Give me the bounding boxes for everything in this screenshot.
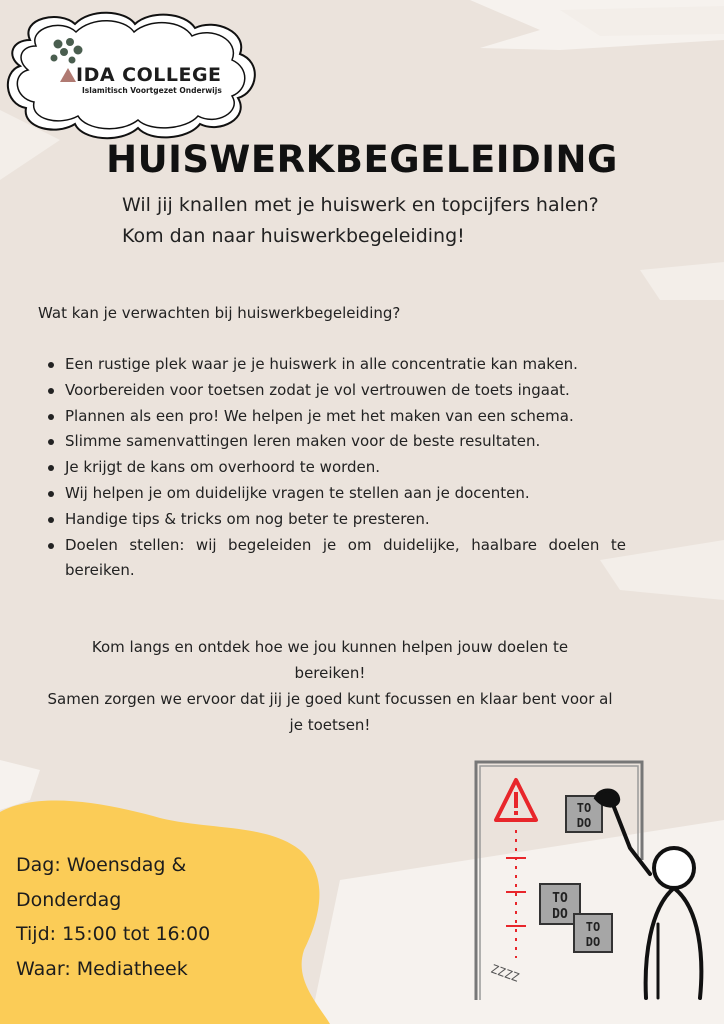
note-label-top: TO (552, 891, 568, 906)
closing-text (30, 634, 630, 738)
schedule-info (16, 848, 210, 986)
list-item: Handige tips & tricks om nog beter te presteren. (46, 507, 626, 533)
note-label-bottom: DO (576, 816, 592, 830)
note-label-bottom: DO (552, 907, 568, 922)
list-item: Je krijgt de kans om overhoord te worden. (46, 455, 626, 481)
note-label-top: TO (585, 920, 601, 934)
todo-note-icon (574, 914, 612, 952)
logo-name: IDA COLLEGE (76, 64, 222, 86)
intro-line-1: Wil jij knallen met je huiswerk en topcijfers halen? (122, 194, 599, 216)
place-line: Waar: Mediatheek (16, 957, 188, 980)
list-item: Wij helpen je om duidelijke vragen te stellen aan je docenten. (46, 481, 626, 507)
closing-line-1: Kom langs en ontdek hoe we jou kunnen helpen jouw doelen te bereiken! (91, 638, 569, 682)
list-item: Een rustige plek waar je je huiswerk in alle concentratie kan maken. (46, 352, 626, 378)
list-item: Doelen stellen: wij begeleiden je om duidelijke, haalbare doelen te bereiken. (46, 533, 626, 585)
list-item: Voorbereiden voor toetsen zodat je vol vertrouwen de toets ingaat. (46, 378, 626, 404)
note-label-bottom: DO (585, 935, 601, 949)
day-line-1: Dag: Woensdag & (16, 854, 187, 876)
note-label-top: TO (576, 801, 592, 815)
logo (76, 64, 222, 95)
list-item: Slimme samenvattingen leren maken voor de beste resultaten. (46, 429, 626, 455)
time-line: Tijd: 15:00 tot 16:00 (16, 923, 211, 945)
todo-illustration (460, 758, 724, 1024)
logo-subtitle: Islamitisch Voortgezet Onderwijs (82, 86, 222, 95)
intro-text (122, 190, 599, 252)
intro-line-2: Kom dan naar huiswerkbegeleiding! (122, 225, 465, 247)
page-title: HUISWERKBEGELEIDING (106, 138, 618, 181)
list-item: Plannen als een pro! We helpen je met het maken van een schema. (46, 404, 626, 430)
closing-line-2: Samen zorgen we ervoor dat jij je goed kunt focussen en klaar bent voor al je toetsen! (47, 690, 613, 734)
expectations-list (46, 352, 626, 584)
person-icon (596, 791, 701, 999)
sleep-text: ZZZZ (488, 961, 521, 985)
question-heading: Wat kan je verwachten bij huiswerkbegeleiding? (38, 304, 401, 322)
warning-icon (496, 780, 536, 820)
day-line-2: Donderdag (16, 888, 122, 911)
